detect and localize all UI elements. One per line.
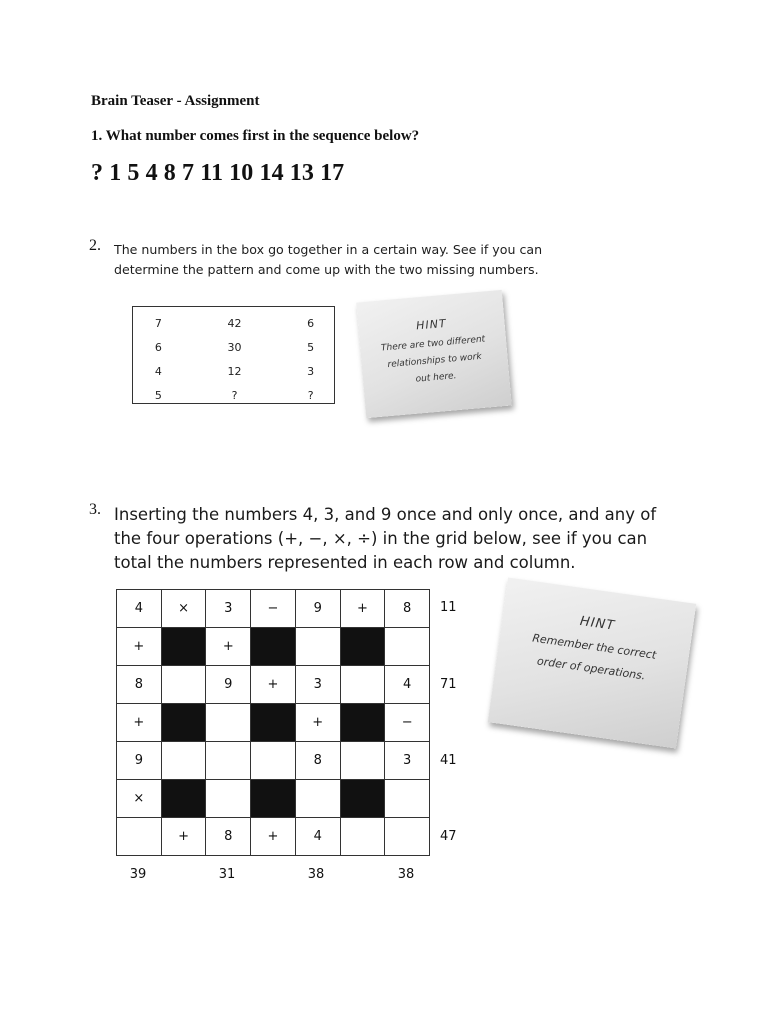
table-row <box>133 311 336 335</box>
grid-cell-black <box>251 704 296 742</box>
grid-cell <box>341 818 386 856</box>
grid-cell <box>385 628 430 666</box>
question-3-text <box>114 503 694 575</box>
table-cell: 3 <box>307 364 315 378</box>
document-title: Brain Teaser - Assignment <box>91 93 260 109</box>
row-total: 47 <box>440 829 457 844</box>
grid-cell: 3 <box>206 590 251 628</box>
table-cell: ? <box>307 388 314 402</box>
question-3-number: 3. <box>89 501 101 518</box>
grid-cell: 3 <box>296 666 341 704</box>
grid-cell: 9 <box>206 666 251 704</box>
table-cell: 5 <box>307 340 315 354</box>
column-total: 38 <box>307 867 325 882</box>
question-1-text: 1. What number comes first in the sequence below? <box>91 128 420 144</box>
grid-cell-black <box>341 628 386 666</box>
table-cell: ? <box>231 388 238 402</box>
grid-cell: 8 <box>296 742 341 780</box>
hint-sticky-note-1 <box>356 290 512 418</box>
row-total: 41 <box>440 753 457 768</box>
number-pattern-box <box>132 306 335 404</box>
table-cell: 7 <box>154 316 162 330</box>
grid-cell: 4 <box>296 818 341 856</box>
puzzle-grid <box>116 589 430 856</box>
table-cell: 12 <box>227 364 242 378</box>
question-3-line: the four operations (+, −, ×, ÷) in the grid below, see if you can <box>114 529 648 548</box>
grid-cell: 3 <box>385 742 430 780</box>
table-cell: 4 <box>154 364 162 378</box>
grid-cell <box>162 742 207 780</box>
grid-cell-black <box>162 628 207 666</box>
table-row <box>133 335 336 359</box>
grid-cell-black <box>162 704 207 742</box>
hint-title: HINT <box>578 614 617 634</box>
grid-cell <box>162 666 207 704</box>
hint-line: out here. <box>415 371 457 385</box>
hint-sticky-note-2 <box>488 577 696 748</box>
grid-cell <box>206 704 251 742</box>
grid-cell <box>206 742 251 780</box>
grid-cell-black <box>341 780 386 818</box>
table-cell: 5 <box>154 388 162 402</box>
grid-cell <box>341 666 386 704</box>
grid-cell: 4 <box>117 590 162 628</box>
question-3-line: Inserting the numbers 4, 3, and 9 once and only once, and any of <box>114 505 657 524</box>
question-1-sequence: ? 1 5 4 8 7 11 10 14 13 17 <box>91 160 345 186</box>
column-total: 31 <box>218 867 236 882</box>
grid-cell: + <box>296 704 341 742</box>
grid-cell-black <box>341 704 386 742</box>
hint-line: There are two different <box>380 334 486 354</box>
grid-cell <box>296 780 341 818</box>
hint-line: relationships to work <box>387 351 483 371</box>
table-cell: 42 <box>227 316 242 330</box>
hint-title: HINT <box>415 316 448 333</box>
grid-cell: − <box>251 590 296 628</box>
hint-line: Remember the correct <box>531 631 658 662</box>
grid-cell: × <box>117 780 162 818</box>
column-total: 38 <box>397 867 415 882</box>
grid-cell <box>251 742 296 780</box>
grid-cell <box>341 742 386 780</box>
number-pattern-table <box>133 311 336 407</box>
question-3-line: total the numbers represented in each row and column. <box>114 553 576 572</box>
grid-cell: + <box>117 628 162 666</box>
question-2-line: determine the pattern and come up with the two missing numbers. <box>114 262 539 277</box>
grid-cell <box>385 818 430 856</box>
grid-cell: 4 <box>385 666 430 704</box>
grid-cell: 8 <box>385 590 430 628</box>
column-total: 39 <box>129 867 147 882</box>
row-total: 11 <box>440 600 457 615</box>
grid-cell-black <box>251 628 296 666</box>
grid-cell: + <box>117 704 162 742</box>
question-2-number: 2. <box>89 237 101 254</box>
grid-cell <box>117 818 162 856</box>
grid-cell: + <box>206 628 251 666</box>
table-row <box>133 383 336 407</box>
table-cell: 30 <box>227 340 242 354</box>
table-row <box>133 359 336 383</box>
grid-cell: 9 <box>117 742 162 780</box>
question-2-line: The numbers in the box go together in a certain way. See if you can <box>114 242 543 257</box>
row-total: 71 <box>440 677 457 692</box>
question-2-text <box>114 240 574 280</box>
grid-cell-black <box>251 780 296 818</box>
table-cell: 6 <box>307 316 315 330</box>
grid-cell: 8 <box>206 818 251 856</box>
grid-cell: 8 <box>117 666 162 704</box>
hint-line: order of operations. <box>536 654 647 683</box>
grid-cell <box>296 628 341 666</box>
grid-cell-black <box>162 780 207 818</box>
grid-cell: + <box>251 818 296 856</box>
hint-body <box>368 330 502 392</box>
grid-cell: 9 <box>296 590 341 628</box>
grid-cell <box>385 780 430 818</box>
grid-cell: − <box>385 704 430 742</box>
table-cell: 6 <box>154 340 162 354</box>
grid-cell <box>206 780 251 818</box>
grid-cell: + <box>162 818 207 856</box>
grid-cell: + <box>251 666 296 704</box>
grid-cell: + <box>341 590 386 628</box>
grid-cell: × <box>162 590 207 628</box>
